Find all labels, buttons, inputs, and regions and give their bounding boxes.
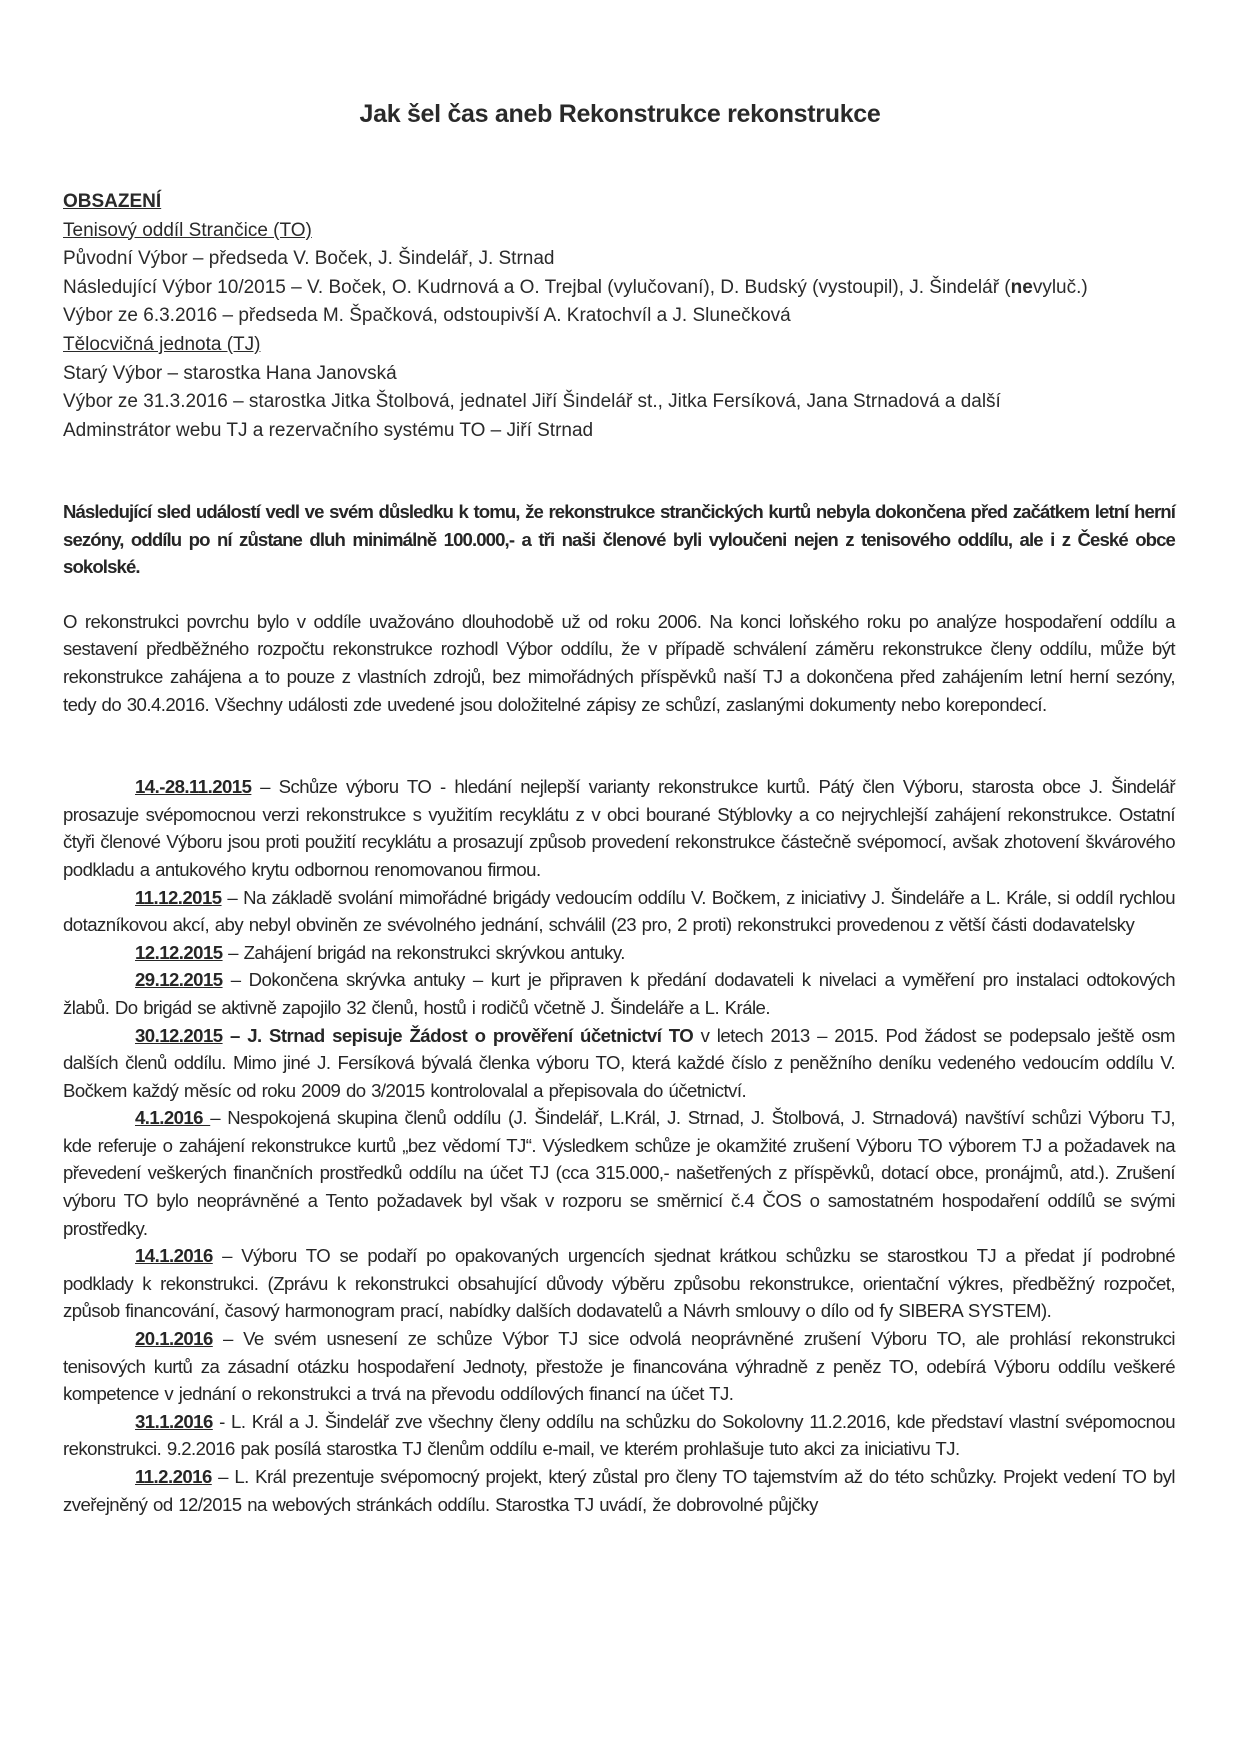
cast-section: [63, 188, 1183, 445]
event-text: – Zahájení brigád na rekonstrukci skrývkou antuky.: [222, 941, 625, 963]
event-paragraph: [63, 1022, 1175, 1105]
event-paragraph: [63, 1325, 1175, 1408]
event-date: 11.2.2016: [135, 1466, 212, 1487]
event-date: 14.-28.11.2015: [135, 776, 252, 798]
to-line-bold: ne: [1010, 276, 1033, 298]
event-paragraph: [63, 773, 1175, 883]
to-line-text: Následující Výbor 10/2015 – V. Boček, O. Kudrnová a O. Trejbal (vylučovaní), D. Budský (vystoupil), J. Šindelář (: [63, 276, 1011, 298]
event-paragraph: [63, 1463, 1175, 1518]
event-text: – Nespokojená skupina členů oddílu (J. Šindelář, L.Král, J. Strnad, J. Štolbová, J. Strnadová) navštíví schůzi Výboru TJ, kde referuje o zahájení rekonstrukce kurtů „bez vědomí TJ“. Výsledkem schůze je okamžité zrušení Výboru TO výborem TJ a požadavek na převedení veškerých finančních prostředků oddílu na účet TJ (cca 315.000,- našetřených z příspěvků, dotací obce, pronájmů, atd.). Zrušení výboru TO bylo neoprávněné a Tento požadavek byl však v rozporu se směrnicí č.4 ČOS o samostatném hospodaření oddílů se svými prostředky.: [63, 1107, 1176, 1239]
tj-line: Výbor ze 31.3.2016 – starostka Jitka Štolbová, jednatel Jiří Šindelář st., Jitka Fersíková, Jana Strnadová a další: [63, 391, 1001, 413]
event-text: – Ve svém usnesení ze schůze Výbor TJ sice odvolá neoprávněné zrušení Výboru TO, ale prohlásí rekonstrukci tenisových kurtů za zásadní otázku hospodaření Jednoty, přestože je financována výhradně z peněz TO, odebírá Výboru oddílu veškeré kompetence v jednání o rekonstrukci a trvá na převodu oddílových financí na účet TJ.: [63, 1328, 1175, 1405]
document-body: [63, 498, 1175, 1518]
event-list: [63, 773, 1175, 1518]
event-date: 29.12.2015: [135, 969, 223, 991]
tj-line: Adminstrátor webu TJ a rezervačního systému TO – Jiří Strnad: [63, 419, 594, 441]
intro-paragraph: O rekonstrukci povrchu bylo v oddíle uvažováno dlouhodobě už od roku 2006. Na konci loňského roku po analýze hospodaření oddílu a sestavení předběžného rozpočtu rekonstrukce rozhodl Výbor oddílu, že v případě schválení záměru rekonstrukce členy oddílu, může být rekonstrukce zahájena a to pouze z vlastních zdrojů, bez mimořádných příspěvků naší TJ a dokončena před zahájením letní herní sezóny, tedy do 30.4.2016. Všechny události zde uvedené jsou doložitelné zápisy ze schůzí, zaslanými dokumenty nebo korepondecí.: [63, 610, 1175, 715]
to-line: Původní Výbor – předseda V. Boček, J. Šindelář, J. Strnad: [63, 248, 555, 270]
event-date: 4.1.2016: [135, 1107, 211, 1129]
event-text: v letech 2013 – 2015. Pod žádost se podepsalo ještě osm dalších členů oddílu. Mimo jiné J. Fersíková bývalá členka výboru TO, která každé číslo z peněžního deníku vedeného vedoucím oddílu V. Bočkem každý měsíc od roku 2009 do 3/2015 kontrolovalal a přepisovala do účetnictví.: [63, 1024, 1175, 1101]
event-paragraph: [63, 1242, 1175, 1325]
cast-heading: OBSAZENÍ: [63, 191, 162, 212]
event-date: 14.1.2016: [135, 1245, 213, 1267]
event-paragraph: [63, 966, 1175, 1021]
event-text: – Výboru TO se podaří po opakovaných urgencích sjednat krátkou schůzku se starostkou TJ a předat jí podrobné podklady k rekonstrukci. (Zprávu k rekonstrukci obsahující důvody výběru způsobu rekonstrukce, orientační výkres, předběžný rozpočet, způsob financování, časový harmonogram prací, nabídky dalších dodavatelů a Návrh smlouvy o dílo od fy SIBERA SYSTEM).: [63, 1245, 1175, 1322]
event-text: – Na základě svolání mimořádné brigády vedoucím oddílu V. Bočkem, z iniciativy J. Šindeláře a L. Krále, si oddíl rychlou dotazníkovou akcí, aby nebyl obviněn ze svévolného jednání, schválil (23 pro, 2 proti) rekonstrukci provedenou z větší části dodavatelsky: [63, 886, 1175, 936]
event-date: 31.1.2016: [135, 1410, 213, 1432]
event-bold-text: – J. Strnad sepisuje Žádost o prověření účetnictví TO: [222, 1024, 694, 1046]
event-text: – L. Král prezentuje svépomocný projekt, který zůstal pro členy TO tajemstvím až do této schůzky. Projekt vedení TO byl zveřejněný od 12/2015 na webových stránkách oddílu. Starostka TJ uvádí, že dobrovolné půjčky: [63, 1466, 1175, 1515]
tj-heading: Tělocvičná jednota (TJ): [63, 333, 261, 355]
event-date: 12.12.2015: [135, 941, 223, 963]
event-date: 30.12.2015: [135, 1024, 223, 1046]
event-text: – Schůze výboru TO - hledání nejlepší varianty rekonstrukce kurtů. Pátý člen Výboru, starosta obce J. Šindelář prosazuje svépomocnou verzi rekonstrukce s využitím recyklátu z v obci bourané Stýblovky a co nejrychlejší zahájení rekonstrukce. Ostatní čtyři členové Výboru jsou proti použití recyklátu a prosazují způsob provedení rekonstrukce částečně svépomocí, avšak zhotovení škvárového podkladu a antukového krytu odbornou renomovanou firmou.: [63, 776, 1175, 880]
to-heading: Tenisový oddíl Strančice (TO): [63, 219, 312, 241]
event-text: – Dokončena skrývka antuky – kurt je připraven k předání dodavateli k nivelaci a vyměření pro instalaci odtokových žlabů. Do brigád se aktivně zapojilo 32 členů, hostů i rodičů včetně J. Šindeláře a L. Krále.: [63, 969, 1175, 1018]
event-text: - L. Král a J. Šindelář zve všechny členy oddílu na schůzku do Sokolovny 11.2.2016, kde představí vlastní svépomocnou rekonstrukci. 9.2.2016 pak posílá starostka TJ členům oddílu e-mail, ve kterém prohlašuje tuto akci za iniciativu TJ.: [63, 1410, 1175, 1460]
to-line: [63, 274, 1183, 303]
event-paragraph: [63, 884, 1175, 939]
event-date: 11.12.2015: [135, 886, 222, 908]
document-title: Jak šel čas aneb Rekonstrukce rekonstrukce: [359, 100, 881, 128]
lead-paragraph: Následující sled událostí vedl ve svém důsledku k tomu, že rekonstrukce strančických kurtů nebyla dokončena před začátkem letní herní sezóny, oddílu po ní zůstane dluh minimálně 100.000,- a tři naši členové byli vyloučeni nejen z tenisového oddílu, ale i z České obce sokolské.: [63, 501, 1175, 578]
event-paragraph: [63, 1408, 1175, 1463]
event-date: 20.1.2016: [135, 1328, 213, 1350]
to-line: Výbor ze 6.3.2016 – předseda M. Špačková, odstoupivší A. Kratochvíl a J. Slunečková: [63, 305, 791, 327]
to-line-end: vyluč.): [1032, 276, 1088, 298]
event-paragraph: [63, 939, 1175, 967]
event-paragraph: [63, 1104, 1175, 1242]
tj-line: Starý Výbor – starostka Hana Janovská: [63, 362, 397, 384]
